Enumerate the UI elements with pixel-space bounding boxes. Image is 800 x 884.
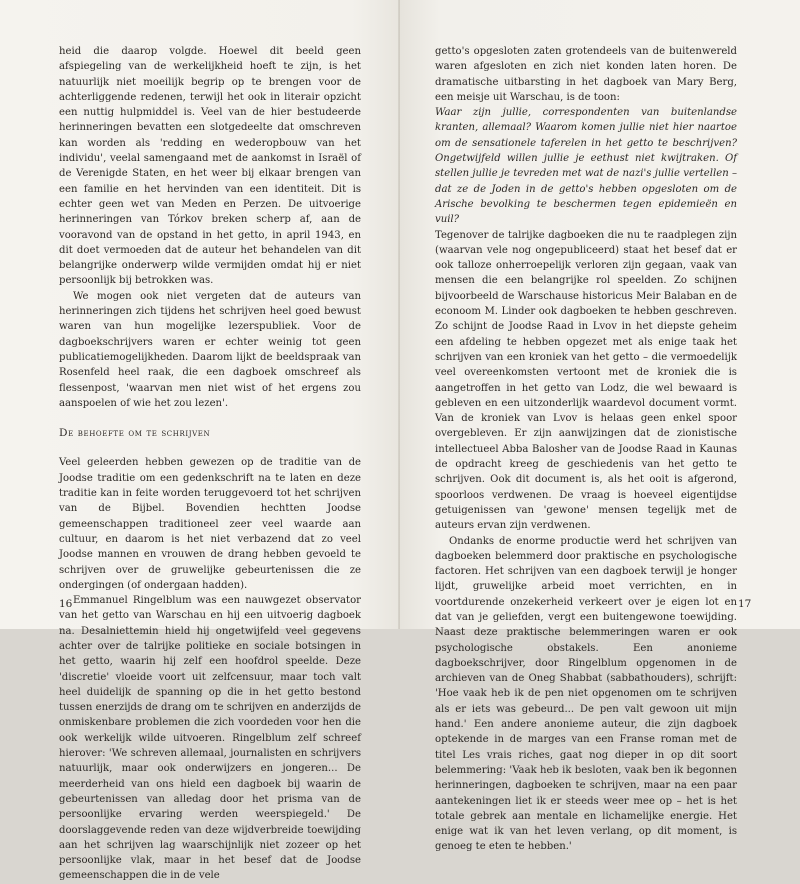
left-page-text: [59, 44, 361, 884]
block-quote: Waar zijn jullie, correspondenten van buitenlandse kranten, allemaal? Waarom komen jullie niet hier naartoe om de sensationele taferelen in het getto te beschrijven? Ongetwijfeld willen jullie je eethust niet kwijtraken. Of stellen jullie je tevreden met wat de nazi's jullie vertellen – dat ze de Joden in de getto's hebben opgesloten om de Arische bevolking te beschermen tegen epidemieën en vuil?: [435, 107, 737, 226]
right-page: [400, 0, 800, 853]
paragraph: Tegenover de talrijke dagboeken die nu te raadplegen zijn (waarvan vele nog ongepubliceerd) staat het besef dat er ook talloze onherroepelijk verloren zijn gegaan, vaak van mensen die een belangrijke rol speelden. Zo schijnen bijvoorbeeld de Warschause historicus Meir Balaban en de econoom M. Linder ook dagboeken te hebben geschreven. Zo schijnt de Joodse Raad in Lvov in het diepste geheim een afdeling te hebben opgezet met als enige taak het schrijven van een kroniek van het getto – die vermoedelijk veel overeenkomsten vertoont met de kroniek die is aangetroffen in het getto van Lodz, die wel bewaard is gebleven en een uitzonderlijk waardevol document vormt. Van de kroniek van Lvov is helaas geen enkel spoor overgebleven. Er zijn aanwijzingen dat de zionistische intellectueel Abba Balosher van de Joodse Raad in Kaunas de opdracht kreeg de geschiedenis van het getto te schrijven. Ook dit document is, als het ooit is afgerond, spoorloos verdwenen. De vraag is hoeveel eigentijdse getuigenissen van 'gewone' mensen tegelijk met de auteurs ervan zijn verdwenen.: [435, 229, 737, 532]
left-page: [0, 0, 400, 882]
right-page-text: [435, 44, 737, 855]
paragraph: Ondanks de enorme productie werd het schrijven van dagboeken belemmerd door praktische en psychologische factoren. Het schrijven van een dagboek terwijl je honger lijdt, gruwelijke arbeid moet verrichten, en in voortdurende onzekerheid verkeert over je eigen lot en dat van je geliefden, vergt een buitengewone toewijding. Naast deze praktische belemmeringen waren er ook psychologische obstakels. Een anonieme dagboekschrijver, door Ringelblum opgenomen in de archieven van de Oneg Shabbat (sabbathouders), schrijft: 'Hoe vaak heb ik de pen niet opgenomen om te schrijven als er iets was gebeurd... De pen valt gewoon uit mijn hand.' Een andere anonieme auteur, die zijn dagboek optekende in de marges van een Franse roman met de titel Les vrais riches, gaat nog dieper in op dit soort belemmering: 'Vaak heb ik besloten, vaak ben ik begonnen herinneringen, dagboeken te schrijven, maar na een paar aantekeningen liet ik er steeds weer mee op – het is het totale gebrek aan mentale en lichamelijke energie. Het enige wat ik van het leven verlang, op dit moment, is genoeg te eten te hebben.': [435, 535, 737, 853]
paragraph: heid die daarop volgde. Hoewel dit beeld geen afspiegeling van de werkelijkheid hoeft te zijn, is het natuurlijk niet moeilijk begrip op te brengen voor de achterliggende redenen, terwijl het ook in literair opzicht een nuttig hulpmiddel is. Veel van de hier bestudeerde herinneringen bevatten een slotgedeelte dat omschreven kan worden als 'redding en wederopbouw van het individu', veelal samengaand met de aankomst in Israël of de Verenigde Staten, en het weer bij elkaar brengen van een familie en het hervinden van een identiteit. Dit is echter geen wet van Meden en Perzen. De uitvoerige herinneringen van Tórkov breken scherp af, aan de vooravond van de opstand in het getto, in april 1943, en dit doet vermoeden dat de auteur het behandelen van dit belangrijke onderwerp wilde vermijden omdat hij er niet persoonlijk bij betrokken was.: [59, 46, 361, 287]
page-number-left: 16: [59, 598, 73, 610]
paragraph: Veel geleerden hebben gewezen op de traditie van de Joodse traditie om een gedenkschrift na te laten en deze traditie kan in feite worden teruggevoerd tot het schrijven van de Bijbel. Bovendien hechtten Joodse gemeenschappen traditioneel zeer veel waarde aan cultuur, en daarom is het niet verbazend dat zo veel Joodse mannen en vrouwen de drang hebben gevoeld te schrijven over de gruwelijke gebeurtenissen die ze ondergingen (of ondergaan hadden).: [59, 457, 361, 591]
paragraph: We mogen ook niet vergeten dat de auteurs van herinneringen zich tijdens het schrijven heel goed bewust waren van hun mogelijke lezerspubliek. Voor de dagboekschrijvers waren er echter weinig tot geen publicatiemogelijkheden. Daarom lijkt de beeldspraak van Rosenfeld heel raak, die een dagboek omschreef als flessenpost, 'waarvan men niet wist of het ergens zou aanspoelen of wie het zou lezen'.: [59, 290, 361, 409]
paragraph: Emmanuel Ringelblum was een nauwgezet observator van het getto van Warschau en hij een uitvoerig dagboek na. Desalniettemin hield hij ongetwijfeld veel gegevens achter over de talrijke politieke en sociale botsingen in het getto, waarin hij zelf een hoofdrol speelde. Deze 'discretie' vloeide voort uit zelfcensuur, maar toch valt heel duidelijk de spanning op die in het getto bestond tussen enerzijds de drang om te schrijven en anderzijds de onmiskenbare problemen die zich voordeden voor hen die ook werkelijk wilde uitvoeren. Ringelblum zelf schreef hierover: 'We schreven allemaal, journalisten en schrijvers natuurlijk, maar ook onderwijzers en jongeren... De meerderheid van ons hield een dagboek bij waarin de gebeurtenissen van alledag door het prisma van de persoonlijke ervaring werden weerspiegeld.' De doorslaggevende reden van deze wijdverbreide toewijding aan het schrijven lag waarschijnlijk niet zozeer op het persoonlijke vlak, maar in het besef dat de Joodse gemeenschappen die in de vele: [59, 595, 361, 882]
page-number-right: 17: [738, 598, 752, 610]
paragraph: getto's opgesloten zaten grotendeels van de buitenwereld waren afgesloten en zich niet konden laten horen. De dramatische uitbarsting in het dagboek van Mary Berg, een meisje uit Warschau, is de toon:: [435, 46, 737, 103]
section-heading: De behoefte om te schrijven: [59, 427, 211, 440]
